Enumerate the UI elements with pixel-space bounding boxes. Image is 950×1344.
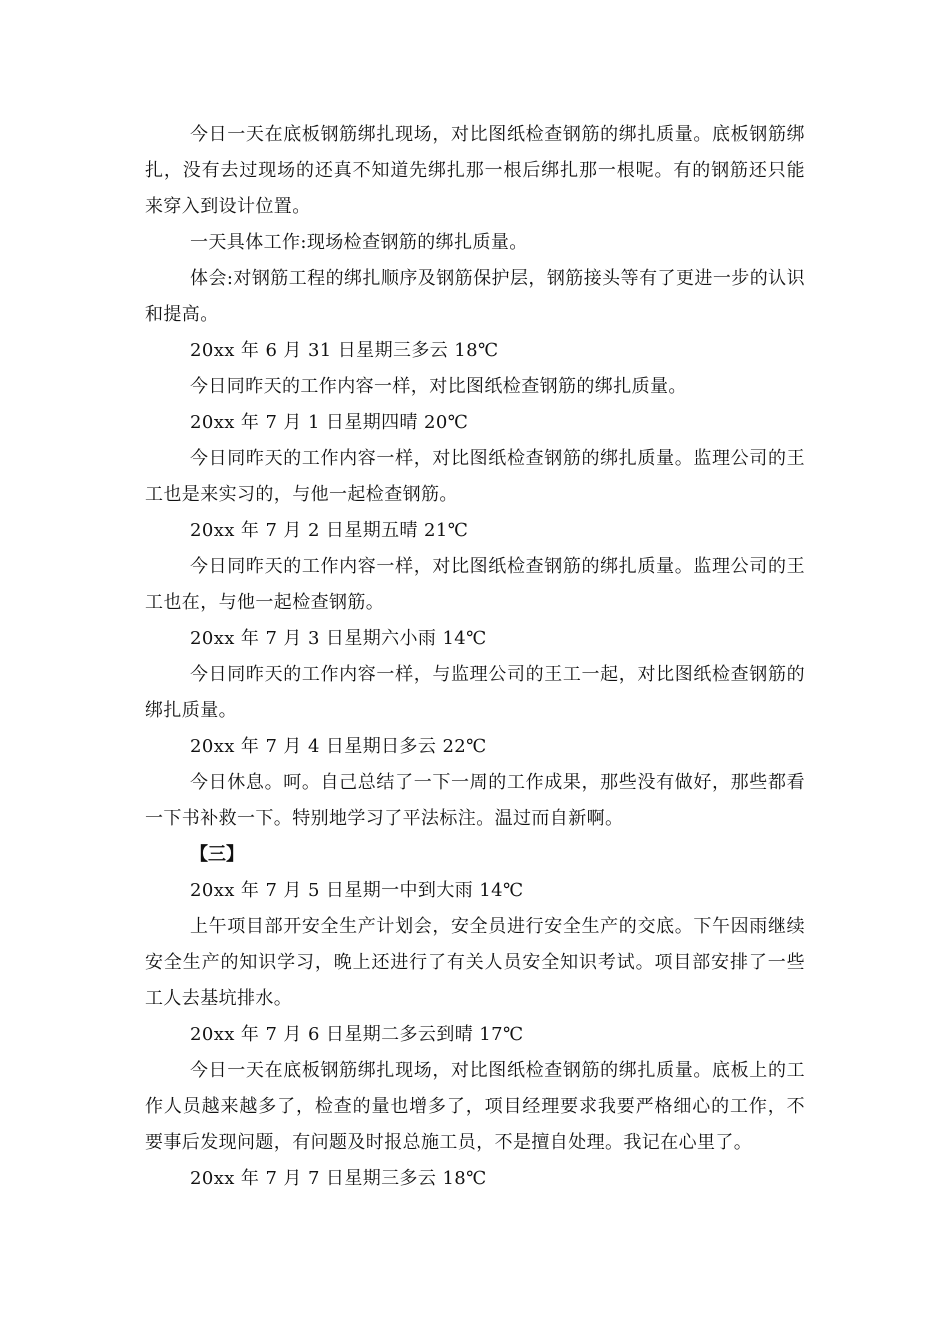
paragraph: 今日一天在底板钢筋绑扎现场，对比图纸检查钢筋的绑扎质量。底板钢筋绑扎，没有去过现场的还真不知道先绑扎那一根后绑扎那一根呢。有的钢筋还只能来穿入到设计位置。 bbox=[145, 124, 805, 217]
paragraph: 今日一天在底板钢筋绑扎现场，对比图纸检查钢筋的绑扎质量。底板上的工作人员越来越多了，检查的量也增多了，项目经理要求我要严格细心的工作，不要事后发现问题，有问题及时报总施工员，不是擅自处理。我记在心里了。 bbox=[145, 1060, 805, 1153]
date-line: 20xx 年 7 月 1 日星期四晴 20℃ bbox=[190, 412, 469, 433]
paragraph: 体会:对钢筋工程的绑扎顺序及钢筋保护层，钢筋接头等有了更进一步的认识和提高。 bbox=[145, 268, 805, 325]
date-line: 20xx 年 7 月 6 日星期二多云到晴 17℃ bbox=[190, 1024, 524, 1045]
document-body bbox=[145, 117, 805, 1197]
paragraph: 今日同昨天的工作内容一样，与监理公司的王工一起，对比图纸检查钢筋的绑扎质量。 bbox=[145, 664, 805, 721]
paragraph: 今日同昨天的工作内容一样，对比图纸检查钢筋的绑扎质量。监理公司的王工也是来实习的，与他一起检查钢筋。 bbox=[145, 448, 805, 505]
paragraph: 上午项目部开安全生产计划会，安全员进行安全生产的交底。下午因雨继续安全生产的知识学习，晚上还进行了有关人员安全知识考试。项目部安排了一些工人去基坑排水。 bbox=[145, 916, 805, 1009]
date-line: 20xx 年 7 月 7 日星期三多云 18℃ bbox=[190, 1168, 487, 1189]
paragraph: 今日休息。呵。自己总结了一下一周的工作成果，那些没有做好，那些都看一下书补救一下。特别地学习了平法标注。温过而自新啊。 bbox=[145, 772, 805, 829]
date-line: 20xx 年 7 月 3 日星期六小雨 14℃ bbox=[190, 628, 487, 649]
paragraph: 一天具体工作:现场检查钢筋的绑扎质量。 bbox=[190, 232, 528, 253]
date-line: 20xx 年 7 月 2 日星期五晴 21℃ bbox=[190, 520, 469, 541]
date-line: 20xx 年 6 月 31 日星期三多云 18℃ bbox=[190, 340, 499, 361]
paragraph: 今日同昨天的工作内容一样，对比图纸检查钢筋的绑扎质量。 bbox=[190, 376, 687, 397]
section-heading: 【三】 bbox=[190, 844, 244, 865]
paragraph: 今日同昨天的工作内容一样，对比图纸检查钢筋的绑扎质量。监理公司的王工也在，与他一起检查钢筋。 bbox=[145, 556, 805, 613]
date-line: 20xx 年 7 月 5 日星期一中到大雨 14℃ bbox=[190, 880, 524, 901]
date-line: 20xx 年 7 月 4 日星期日多云 22℃ bbox=[190, 736, 487, 757]
